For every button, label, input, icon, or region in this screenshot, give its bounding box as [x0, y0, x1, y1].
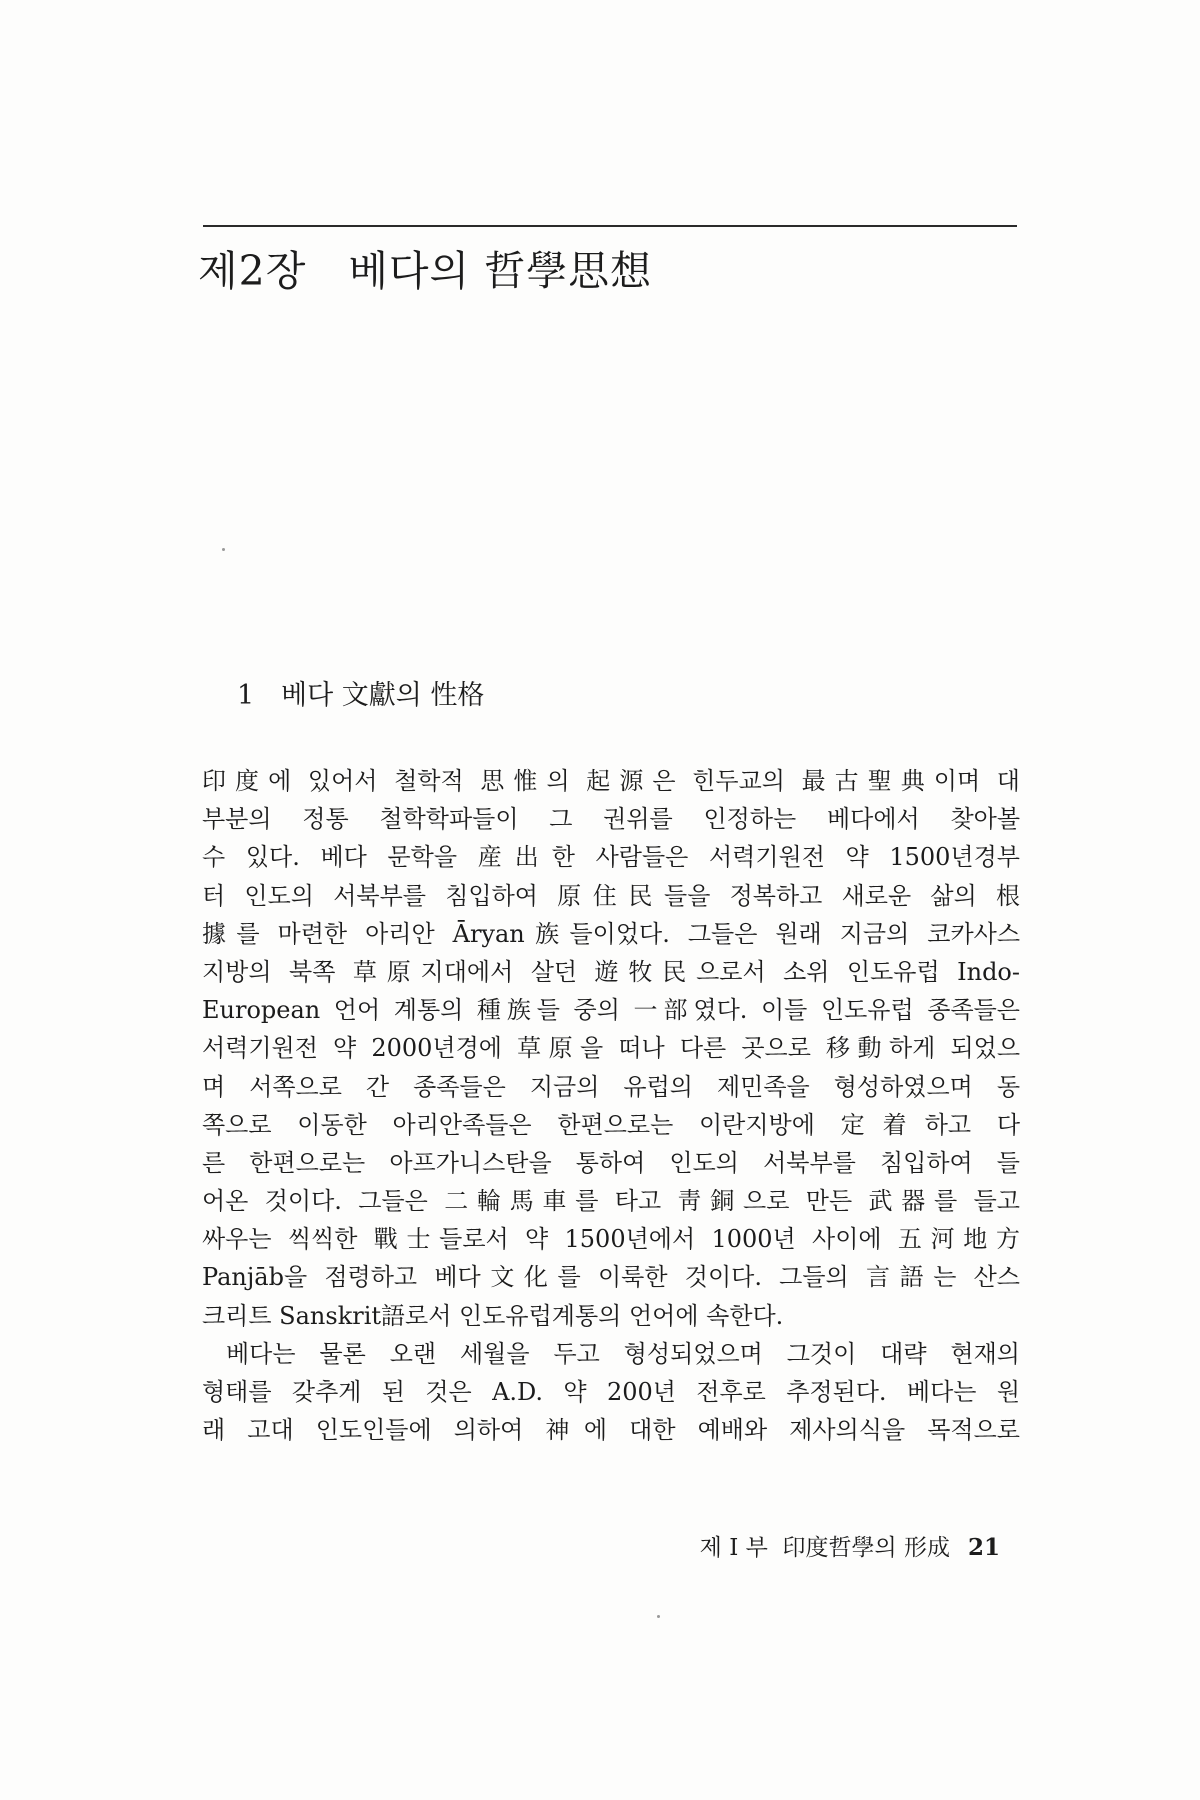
- text-line: 른 한편으로는 아프가니스탄을 통하여 인도의 서북부를 침입하여 들: [202, 1148, 1020, 1177]
- text-line: 크리트 Sanskrit語로서 인도유럽계통의 언어에 속한다.: [202, 1301, 784, 1330]
- chapter-title-text: 베다의 哲學思想: [348, 247, 653, 295]
- chapter-title: [198, 238, 652, 297]
- text-line: 쪽으로 이동한 아리안족들은 한편으로는 이란지방에 定着하고 다: [202, 1110, 1020, 1139]
- text-line: 수 있다. 베다 문학을 産出한 사람들은 서력기원전 약 1500년경부: [202, 843, 1020, 872]
- running-footer: [700, 1529, 1000, 1562]
- footer-part: 제 I 부: [699, 1535, 768, 1561]
- text-line: 지방의 북쪽 草原지대에서 살던 遊牧民으로서 소위 인도유럽 Indo-: [202, 957, 1020, 986]
- section-heading: [237, 673, 484, 712]
- page-number: 21: [967, 1534, 1000, 1561]
- chapter-number-label: 제2장: [198, 247, 307, 295]
- section-number: 1: [237, 680, 255, 711]
- text-line: 터 인도의 서북부를 침입하여 原住民들을 정복하고 새로운 삶의 根: [202, 881, 1020, 910]
- text-line: 며 서쪽으로 간 종족들은 지금의 유럽의 제민족을 형성하였으며 동: [202, 1072, 1020, 1101]
- text-line: 어온 것이다. 그들은 二輪馬車를 타고 靑銅으로 만든 武器를 들고: [202, 1187, 1020, 1216]
- text-line: 印度에 있어서 철학적 思惟의 起源은 힌두교의 最古聖典이며 대: [202, 767, 1020, 795]
- scan-speck: [657, 1615, 660, 1618]
- section-title: 베다 文獻의 性格: [281, 680, 485, 711]
- text-line: 베다는 물론 오랜 세월을 두고 형성되었으며 그것이 대략 현재의: [226, 1339, 1020, 1368]
- text-line: 형태를 갖추게 된 것은 A.D. 약 200년 전후로 추정된다. 베다는 원: [202, 1378, 1020, 1406]
- text-line: 부분의 정통 철학학파들이 그 권위를 인정하는 베다에서 찾아볼: [202, 805, 1020, 834]
- footer-book-title: 印度哲學의 形成: [782, 1535, 950, 1561]
- text-line: 서력기원전 약 2000년경에 草原을 떠나 다른 곳으로 移動하게 되었으: [202, 1034, 1020, 1063]
- text-line: 래 고대 인도인들에 의하여 神에 대한 예배와 제사의식을 목적으로: [202, 1416, 1020, 1445]
- text-line: Panjāb을 점령하고 베다文化를 이룩한 것이다. 그들의 言語는 산스: [202, 1263, 1020, 1292]
- chapter-top-rule: [203, 225, 1017, 227]
- text-line: 싸우는 씩씩한 戰士들로서 약 1500년에서 1000년 사이에 五河地方: [202, 1225, 1020, 1254]
- body-text: [202, 762, 1020, 1449]
- text-line: 據를 마련한 아리안 Āryan族들이었다. 그들은 원래 지금의 코카사스: [202, 919, 1020, 948]
- text-line: European 언어 계통의 種族들 중의 一部였다. 이들 인도유럽 종족들은: [202, 996, 1020, 1025]
- scan-speck: [222, 548, 225, 551]
